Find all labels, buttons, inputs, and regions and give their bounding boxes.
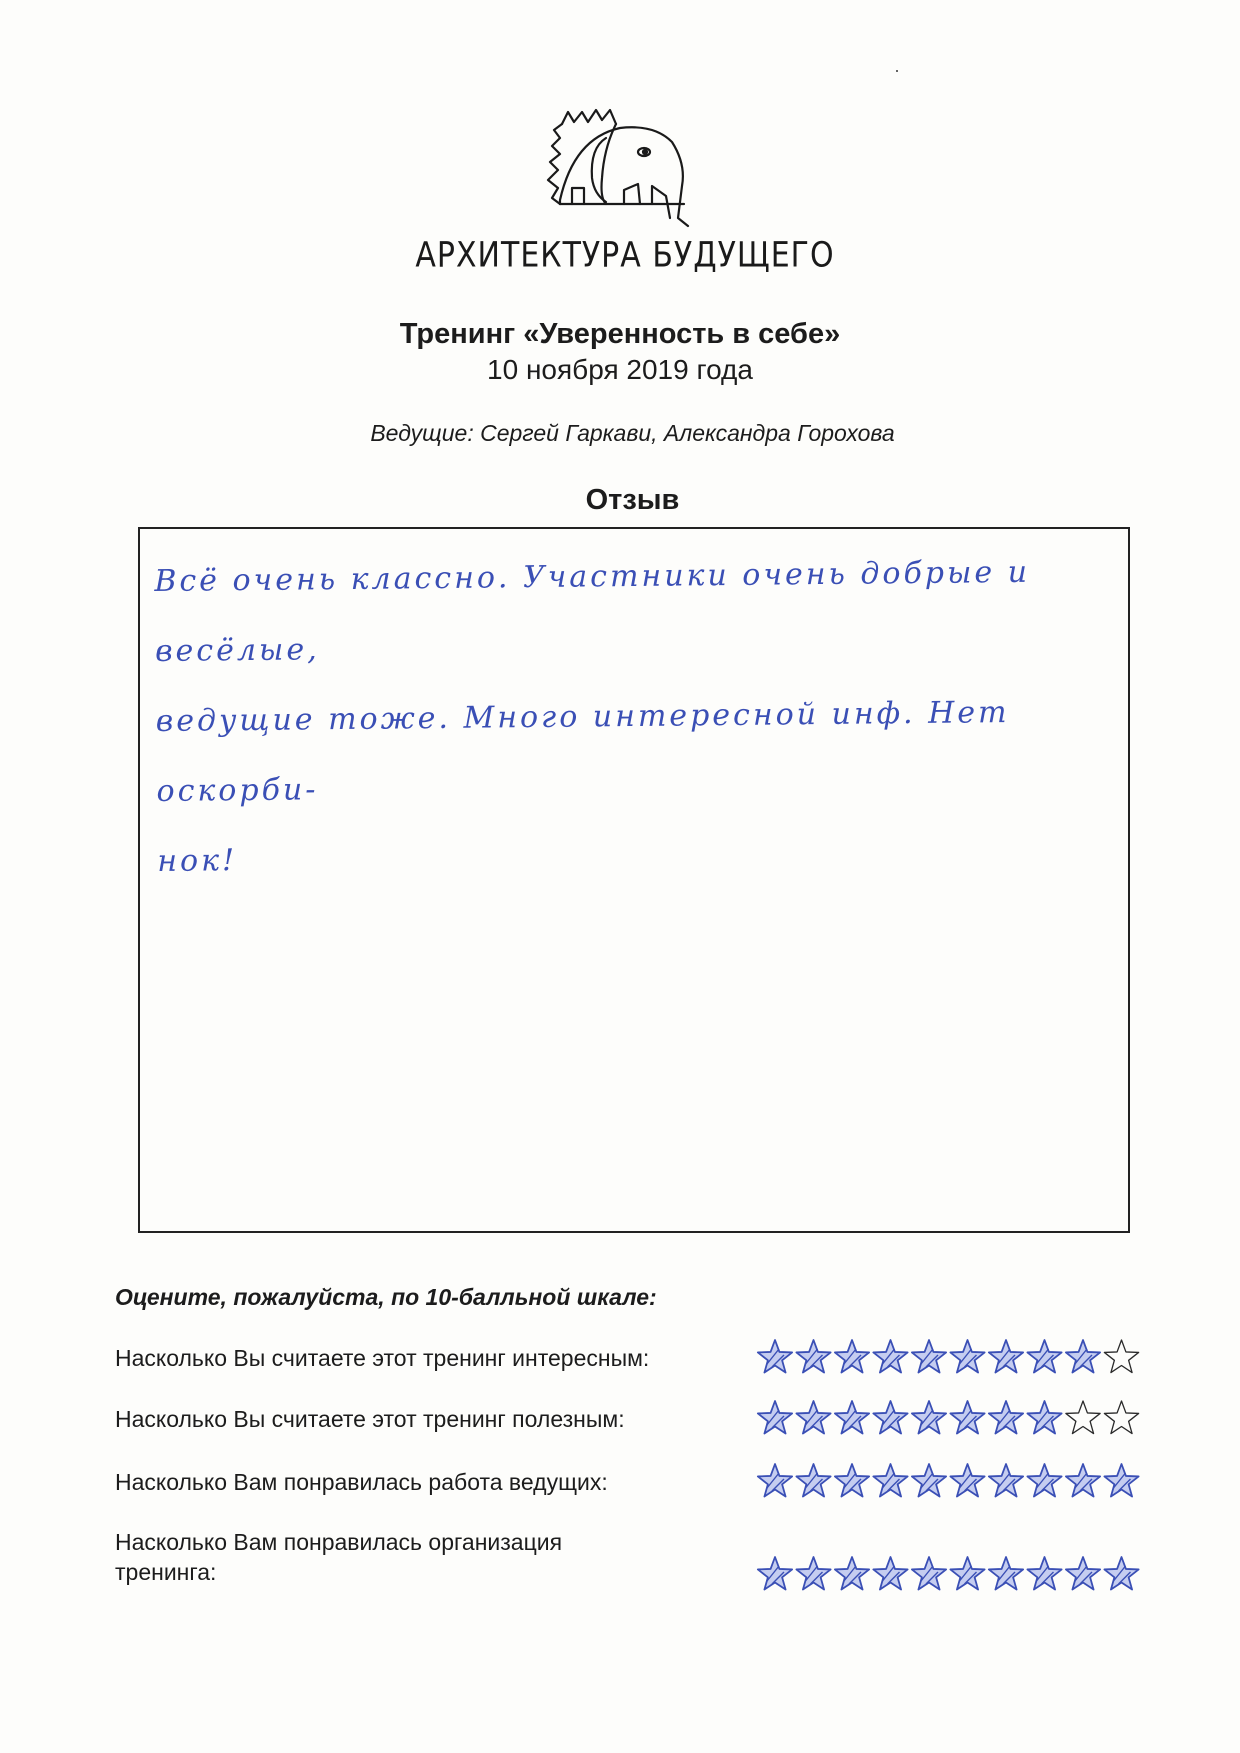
star-filled-icon[interactable]	[758, 1464, 792, 1497]
star-filled-icon[interactable]	[912, 1557, 946, 1590]
star-filled-icon[interactable]	[1027, 1464, 1061, 1497]
page-title: Тренинг «Уверенность в себе»	[399, 318, 841, 350]
star-filled-icon[interactable]	[835, 1557, 869, 1590]
question-organization-label: Насколько Вам понравилась организация тренинга:	[115, 1529, 563, 1585]
star-filled-icon[interactable]	[950, 1340, 984, 1373]
star-filled-icon[interactable]	[835, 1464, 869, 1497]
star-filled-icon[interactable]	[912, 1401, 946, 1434]
star-filled-icon[interactable]	[912, 1464, 946, 1497]
rating-stars-useful[interactable]	[756, 1398, 1146, 1438]
star-filled-icon[interactable]	[989, 1401, 1023, 1434]
star-filled-icon[interactable]	[1104, 1464, 1138, 1497]
star-filled-icon[interactable]	[1066, 1340, 1100, 1373]
question-useful-label: Насколько Вы считаете этот тренинг полезным:	[115, 1406, 625, 1432]
rating-stars-hosts[interactable]	[756, 1461, 1146, 1501]
star-empty-icon[interactable]	[1066, 1401, 1100, 1434]
question-hosts-label: Насколько Вам понравилась работа ведущих:	[115, 1469, 608, 1495]
logo-wordmark: АРХИТЕКТУРА БУДУЩЕГО	[415, 235, 835, 276]
review-heading: Отзыв	[585, 484, 680, 516]
training-date: 10 ноября 2019 года	[487, 354, 753, 385]
star-filled-icon[interactable]	[835, 1401, 869, 1434]
star-filled-icon[interactable]	[950, 1401, 984, 1434]
star-filled-icon[interactable]	[873, 1557, 907, 1590]
question-interesting-label: Насколько Вы считаете этот тренинг интересным:	[115, 1345, 650, 1371]
rating-stars-interesting[interactable]	[756, 1337, 1146, 1377]
review-textarea[interactable]	[138, 527, 1130, 1233]
star-filled-icon[interactable]	[950, 1557, 984, 1590]
star-filled-icon[interactable]	[950, 1464, 984, 1497]
star-filled-icon[interactable]	[989, 1340, 1023, 1373]
star-filled-icon[interactable]	[796, 1401, 830, 1434]
hosts-line: Ведущие: Сергей Гаркави, Александра Горохова	[370, 420, 895, 446]
star-filled-icon[interactable]	[1027, 1340, 1061, 1373]
scan-speck	[896, 70, 898, 72]
star-filled-icon[interactable]	[796, 1557, 830, 1590]
rating-stars-organization[interactable]	[756, 1554, 1146, 1594]
star-filled-icon[interactable]	[1027, 1557, 1061, 1590]
handwritten-review: Всё очень классно. Участники очень добрые и весёлые, ведущие тоже. Много интересной инф. Нет оскорби- нок!	[154, 554, 1031, 879]
star-filled-icon[interactable]	[796, 1340, 830, 1373]
star-filled-icon[interactable]	[1066, 1557, 1100, 1590]
star-filled-icon[interactable]	[873, 1401, 907, 1434]
rating-heading: Оцените, пожалуйста, по 10-балльной шкале:	[115, 1284, 657, 1310]
star-filled-icon[interactable]	[1104, 1557, 1138, 1590]
star-empty-icon[interactable]	[1104, 1401, 1138, 1434]
star-filled-icon[interactable]	[989, 1464, 1023, 1497]
star-filled-icon[interactable]	[873, 1340, 907, 1373]
star-filled-icon[interactable]	[1027, 1401, 1061, 1434]
star-empty-icon[interactable]	[1104, 1340, 1138, 1373]
star-filled-icon[interactable]	[912, 1340, 946, 1373]
elephant-logo-icon	[544, 108, 724, 238]
star-filled-icon[interactable]	[758, 1557, 792, 1590]
star-filled-icon[interactable]	[835, 1340, 869, 1373]
star-filled-icon[interactable]	[758, 1401, 792, 1434]
star-filled-icon[interactable]	[1066, 1464, 1100, 1497]
star-filled-icon[interactable]	[873, 1464, 907, 1497]
star-filled-icon[interactable]	[796, 1464, 830, 1497]
star-filled-icon[interactable]	[989, 1557, 1023, 1590]
star-filled-icon[interactable]	[758, 1340, 792, 1373]
